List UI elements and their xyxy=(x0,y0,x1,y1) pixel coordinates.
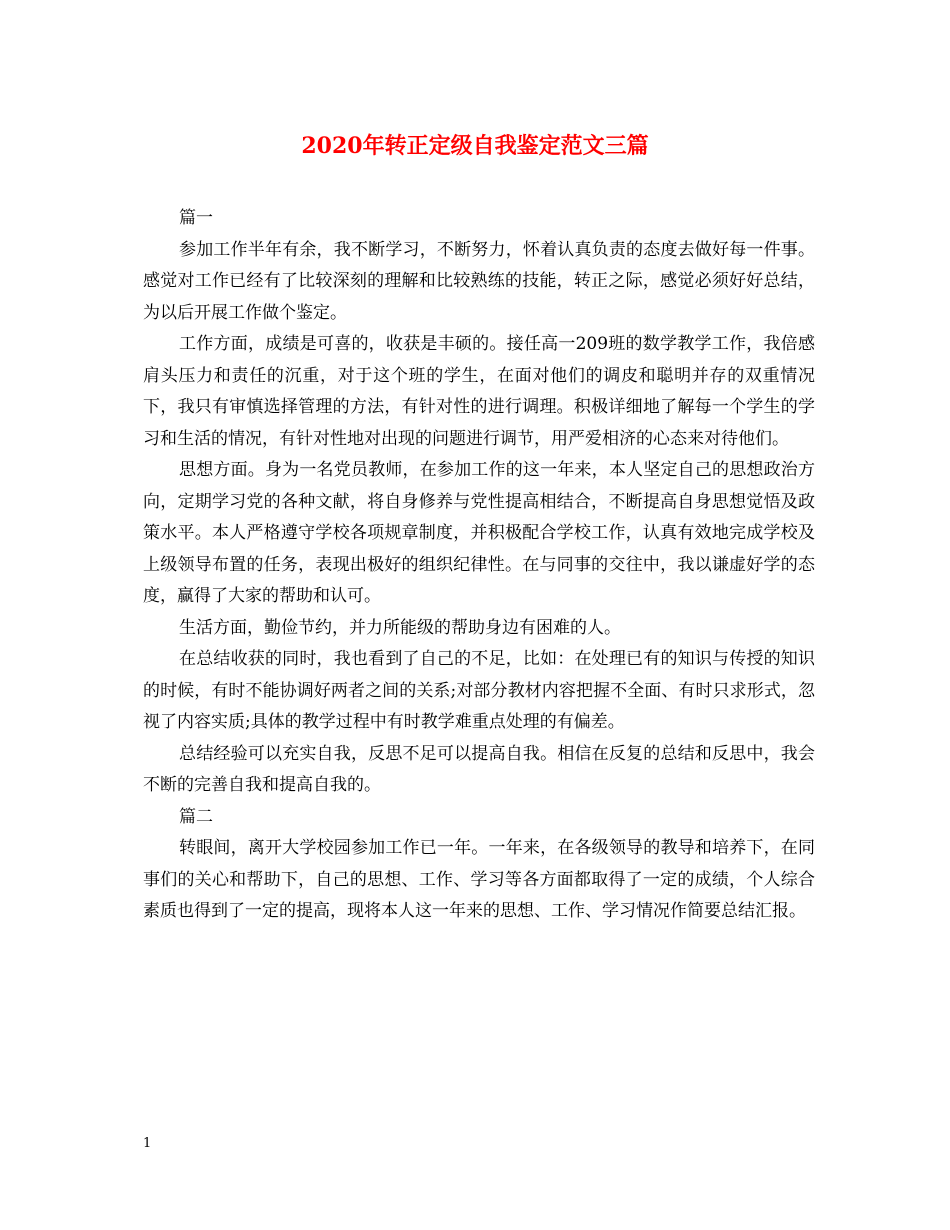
body-paragraph: 转眼间，离开大学校园参加工作已一年。一年来，在各级领导的教导和培养下，在同事们的关心和帮助下，自己的思想、工作、学习等各方面都取得了一定的成绩，个人综合素质也得到了一定的提高，现将本人这一年来的思想、工作、学习情况作简要总结汇报。 xyxy=(143,838,815,921)
page-number: 1 xyxy=(143,1136,152,1151)
document-title: 2020年转正定级自我鉴定范文三篇 xyxy=(301,133,649,159)
section-heading: 篇二 xyxy=(179,806,213,827)
section-heading: 篇一 xyxy=(179,208,213,228)
body-paragraph: 参加工作半年有余，我不断学习，不断努力，怀着认真负责的态度去做好每一件事。感觉对工作已经有了比较深刻的理解和比较熟练的技能，转正之际，感觉必须好好总结，为以后开展工作做个鉴定。 xyxy=(143,239,815,323)
body-paragraph: 生活方面，勤俭节约，并力所能级的帮助身边有困难的人。 xyxy=(179,617,621,638)
document-body xyxy=(143,203,815,928)
body-paragraph: 思想方面。身为一名党员教师，在参加工作的这一年来，本人坚定自己的思想政治方向，定期学习党的各种文献，将自身修养与党性提高相结合，不断提高自身思想觉悟及政策水平。本人严格遵守学校各项规章制度，并积极配合学校工作，认真有效地完成学校及上级领导布置的任务，表现出极好的组织纪律性。在与同事的交往中，我以谦虚好学的态度，赢得了大家的帮助和认可。 xyxy=(143,460,815,606)
body-paragraph: 工作方面，成绩是可喜的，收获是丰硕的。接任高一209班的数学教学工作，我倍感肩头压力和责任的沉重，对于这个班的学生，在面对他们的调皮和聪明并存的双重情况下，我只有审慎选择管理的方法，有针对性的进行调理。积极详细地了解每一个学生的学习和生活的情况，有针对性地对出现的问题进行调节，用严爱相济的心态来对待他们。 xyxy=(143,334,815,449)
body-paragraph: 总结经验可以充实自我，反思不足可以提高自我。相信在反复的总结和反思中，我会不断的完善自我和提高自我的。 xyxy=(143,743,815,795)
body-paragraph: 在总结收获的同时，我也看到了自己的不足，比如：在处理已有的知识与传授的知识的时候，有时不能协调好两者之间的关系;对部分教材内容把握不全面、有时只求形式，忽视了内容实质;具体的教学过程中有时教学难重点处理的有偏差。 xyxy=(143,649,815,732)
